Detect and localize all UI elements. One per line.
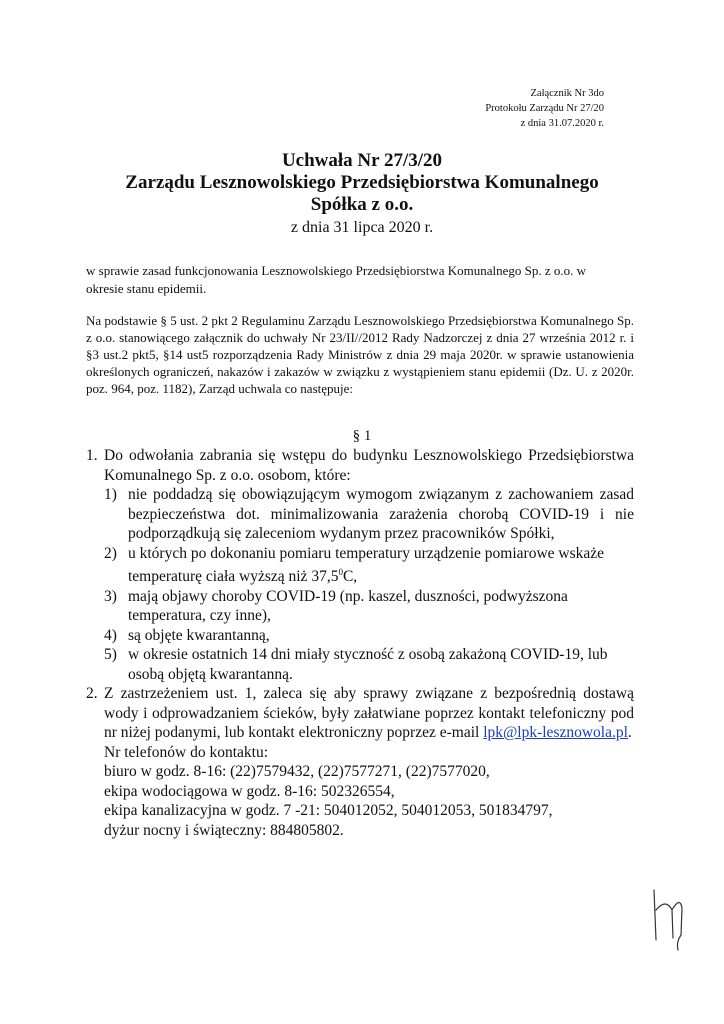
title-line: Zarządu Lesznowolskiego Przedsiębiorstwa Komunalnego <box>125 172 599 193</box>
signature-mark <box>646 880 690 970</box>
sub-item-number: 3) <box>104 587 117 605</box>
attachment-line: Załącznik Nr 3do <box>530 88 604 99</box>
document-title <box>0 150 724 238</box>
list-item <box>86 446 634 485</box>
attachment-note <box>434 86 604 131</box>
contacts-header: Nr telefonów do kontaktu: <box>104 743 269 761</box>
sub-item-number: 1) <box>104 486 117 503</box>
item-number: 1. <box>86 447 98 464</box>
sub-list-item <box>104 587 634 626</box>
sub-item-number: 4) <box>104 626 117 644</box>
title-line: Uchwała Nr 27/3/20 <box>281 150 443 171</box>
contact-line: ekipa wodociągowa w godz. 8-16: 502326554, <box>104 782 395 800</box>
degree-superscript: 0 <box>338 567 343 577</box>
sub-item-text: są objęte kwarantanną, <box>128 626 270 644</box>
sub-list-item <box>104 626 634 646</box>
sub-item-number: 5) <box>104 646 117 664</box>
item-text-main: Z zastrzeżeniem ust. 1, zaleca się aby sprawy związane z bezpośrednią dostawą wody i odprowadzaniem ścieków, były załatwiane poprzez kontakt telefoniczny pod nr niżej podanymi, lub kontakt elektroniczny poprzez e-mail <box>104 685 634 742</box>
attachment-line: z dnia 31.07.2020 r. <box>520 118 604 129</box>
sub-item-text-end: C, <box>342 568 358 586</box>
item-text <box>104 684 634 743</box>
resolution-body <box>86 446 634 840</box>
sub-item-number: 2) <box>104 544 117 562</box>
list-item <box>86 684 634 743</box>
contact-line: dyżur nocny i świąteczny: 884805802. <box>104 821 344 839</box>
section-heading: § 1 <box>352 428 372 444</box>
contact-line: biuro w godz. 8-16: (22)7579432, (22)7577271, (22)7577020, <box>104 763 490 781</box>
sub-list-item <box>104 544 634 587</box>
contact-line: ekipa kanalizacyjna w godz. 7 -21: 504012052, 504012053, 501834797, <box>104 802 553 820</box>
sub-list-item <box>104 485 634 544</box>
title-line: Spółka z o.o. <box>310 194 414 215</box>
email-link[interactable]: lpk@lpk-lesznowola.pl <box>483 724 628 742</box>
sub-list-item <box>104 645 634 684</box>
sub-item-text: w okresie ostatnich 14 dni miały styczność z osobą zakażoną COVID-19, lub osobą objętą kwarantanną. <box>128 646 608 683</box>
sub-item-text: nie poddadzą się obowiązującym wymogom związanym z zachowaniem zasad bezpieczeństwa dot. minimalizowania zarażenia chorobą COVID-19 i nie podporządkują się zaleceniom wydanym przez pracowników Spółki, <box>128 486 634 542</box>
item-number: 2. <box>86 685 98 703</box>
item-text-end: . <box>627 724 632 742</box>
sub-item-text <box>128 544 634 587</box>
item-text: Do odwołania zabrania się wstępu do budynku Lesznowolskiego Przedsiębiorstwa Komunalnego Sp. z o.o. osobom, które: <box>104 447 634 484</box>
legal-basis-paragraph: Na podstawie § 5 ust. 2 pkt 2 Regulaminu Zarządu Lesznowolskiego Przedsiębiorstwa Komunalnego Sp. z o.o. stanowiącego załącznik do uchwały Nr 23/II//2012 Rady Nadzorczej z dnia 27 września 2012 r. i §3 ust.2 pkt5, §14 ust5 rozporządzenia Rady Ministrów z dnia 29 maja 2020r. w sprawie ustanowienia określonych ograniczeń, nakazów i zakazów w związku z wystąpieniem stanu epidemii (Dz. U. z 2020r. poz. 964, poz. 1182), Zarząd uchwala co następuje: <box>86 313 634 396</box>
sub-item-text: mają objawy choroby COVID-19 (np. kaszel, duszności, podwyższona temperatura, czy inne), <box>128 587 568 625</box>
attachment-line: Protokołu Zarządu Nr 27/20 <box>485 103 604 114</box>
subject-paragraph: w sprawie zasad funkcjonowania Lesznowolskiego Przedsiębiorstwa Komunalnego Sp. z o.o. w okresie stanu epidemii. <box>86 263 587 296</box>
sub-item-text-main: u których po dokonaniu pomiaru temperatury urządzenie pomiarowe wskaże temperaturę ciała wyższą niż 37,5 <box>128 544 605 586</box>
title-date: z dnia 31 lipca 2020 r. <box>290 219 434 236</box>
